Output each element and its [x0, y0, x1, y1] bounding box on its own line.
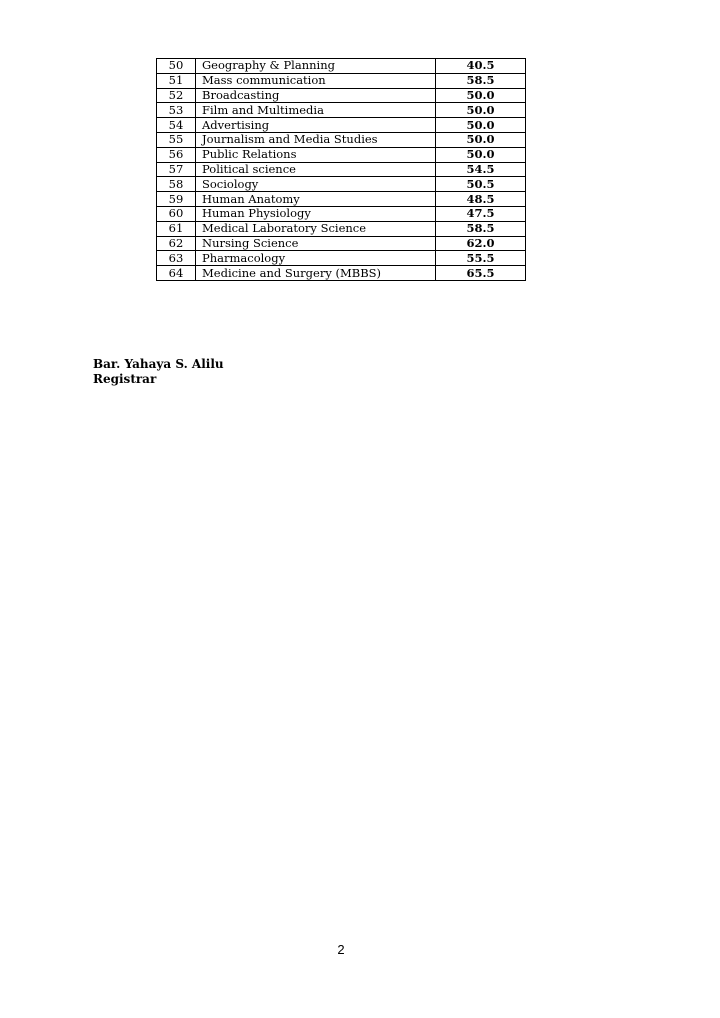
- programme-cell: Mass communication: [196, 73, 436, 88]
- table-row: [157, 192, 526, 207]
- serial-number-cell: 50: [157, 59, 196, 74]
- programme-cell: Medical Laboratory Science: [196, 221, 436, 236]
- serial-number-cell: 64: [157, 266, 196, 281]
- programme-cell: Human Anatomy: [196, 192, 436, 207]
- serial-number-cell: 54: [157, 118, 196, 133]
- programme-cell: Film and Multimedia: [196, 103, 436, 118]
- score-cell: 50.0: [436, 147, 526, 162]
- programme-cell: Human Physiology: [196, 206, 436, 221]
- serial-number-cell: 57: [157, 162, 196, 177]
- programme-cell: Public Relations: [196, 147, 436, 162]
- serial-number-cell: 53: [157, 103, 196, 118]
- serial-number-cell: 62: [157, 236, 196, 251]
- programme-cell: Sociology: [196, 177, 436, 192]
- table-row: [157, 88, 526, 103]
- programme-cell: Political science: [196, 162, 436, 177]
- score-cell: 54.5: [436, 162, 526, 177]
- table-row: [157, 59, 526, 74]
- registrar-title: Registrar: [93, 372, 157, 386]
- programme-cell: Medicine and Surgery (MBBS): [196, 266, 436, 281]
- programme-cell: Nursing Science: [196, 236, 436, 251]
- programme-cell: Journalism and Media Studies: [196, 132, 436, 147]
- serial-number-cell: 52: [157, 88, 196, 103]
- score-cell: 50.0: [436, 132, 526, 147]
- score-cell: 58.5: [436, 221, 526, 236]
- table-row: [157, 118, 526, 133]
- score-cell: 40.5: [436, 59, 526, 74]
- table-row: [157, 221, 526, 236]
- serial-number-cell: 63: [157, 251, 196, 266]
- serial-number-cell: 58: [157, 177, 196, 192]
- table-row: [157, 103, 526, 118]
- serial-number-cell: 61: [157, 221, 196, 236]
- registrar-name: Bar. Yahaya S. Alilu: [93, 357, 224, 371]
- table-row: [157, 266, 526, 281]
- table-row: [157, 236, 526, 251]
- table-row: [157, 206, 526, 221]
- score-cell: 48.5: [436, 192, 526, 207]
- programme-cell: Broadcasting: [196, 88, 436, 103]
- programme-cell: Pharmacology: [196, 251, 436, 266]
- serial-number-cell: 51: [157, 73, 196, 88]
- score-cell: 47.5: [436, 206, 526, 221]
- signature-block: [93, 357, 224, 387]
- score-cell: 58.5: [436, 73, 526, 88]
- programme-cell: Geography & Planning: [196, 59, 436, 74]
- score-cell: 50.5: [436, 177, 526, 192]
- cutoff-marks-table: [156, 58, 526, 281]
- programme-cell: Advertising: [196, 118, 436, 133]
- serial-number-cell: 59: [157, 192, 196, 207]
- table-row: [157, 162, 526, 177]
- score-cell: 55.5: [436, 251, 526, 266]
- cutoff-table-body: [157, 59, 526, 281]
- table-row: [157, 132, 526, 147]
- page-number: 2: [337, 942, 345, 957]
- table-row: [157, 73, 526, 88]
- serial-number-cell: 55: [157, 132, 196, 147]
- table-row: [157, 251, 526, 266]
- score-cell: 62.0: [436, 236, 526, 251]
- score-cell: 50.0: [436, 118, 526, 133]
- serial-number-cell: 56: [157, 147, 196, 162]
- score-cell: 50.0: [436, 88, 526, 103]
- table-row: [157, 177, 526, 192]
- serial-number-cell: 60: [157, 206, 196, 221]
- score-cell: 50.0: [436, 103, 526, 118]
- table-row: [157, 147, 526, 162]
- score-cell: 65.5: [436, 266, 526, 281]
